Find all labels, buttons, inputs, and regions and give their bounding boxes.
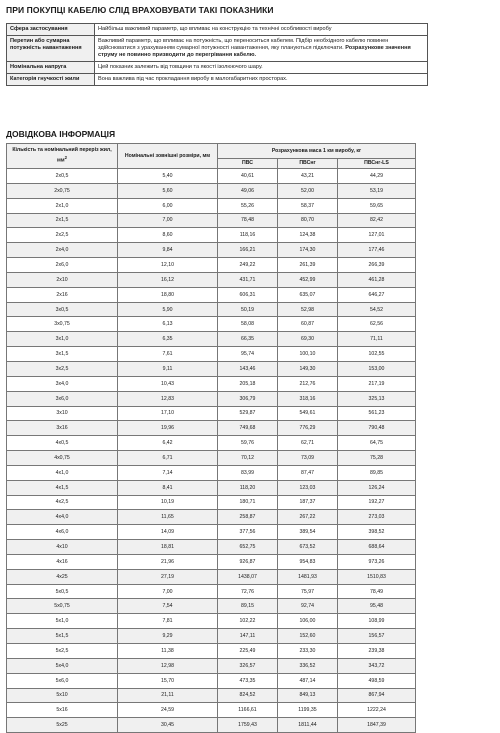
cell-core-count: 4х2,5 — [7, 495, 118, 510]
criteria-value — [95, 24, 428, 36]
cell-mass-pvs: 205,18 — [218, 376, 278, 391]
cell-outer-dimension: 5,90 — [118, 302, 218, 317]
cell-outer-dimension: 9,11 — [118, 361, 218, 376]
cell-outer-dimension: 14,09 — [118, 525, 218, 540]
criteria-value-text: Вона важлива під час прокладання виробу в малогабаритних просторах. — [98, 76, 288, 82]
table-row — [7, 658, 416, 673]
cell-mass-pvsng: 152,60 — [277, 629, 337, 644]
cell-mass-pvsng: 187,37 — [277, 495, 337, 510]
cell-core-count: 4х1,5 — [7, 480, 118, 495]
cell-outer-dimension: 7,14 — [118, 465, 218, 480]
cell-outer-dimension: 16,12 — [118, 272, 218, 287]
cell-mass-pvs: 606,31 — [218, 287, 278, 302]
cell-core-count: 5х0,5 — [7, 584, 118, 599]
cell-mass-pvsng: 261,39 — [277, 258, 337, 273]
cell-core-count: 5х1,0 — [7, 614, 118, 629]
cell-outer-dimension: 18,80 — [118, 287, 218, 302]
table-row — [7, 421, 416, 436]
cell-mass-pvs: 180,71 — [218, 495, 278, 510]
cell-mass-pvsng: 100,10 — [277, 347, 337, 362]
cell-mass-pvsng: 549,61 — [277, 406, 337, 421]
criteria-value-text: Найбільш важливий параметр, що впливає на конструкцію та технічні особливості виробу — [98, 26, 332, 32]
cell-core-count: 2х4,0 — [7, 243, 118, 258]
criteria-row — [7, 74, 428, 86]
cell-mass-pvs: 258,87 — [218, 510, 278, 525]
table-row — [7, 480, 416, 495]
cell-outer-dimension: 21,96 — [118, 554, 218, 569]
cell-mass-pvs: 377,56 — [218, 525, 278, 540]
criteria-value — [95, 62, 428, 74]
header-pvs: ПВС — [218, 159, 278, 169]
section-heading-buying-tips: ПРИ ПОКУПЦІ КАБЕЛЮ СЛІД ВРАХОВУВАТИ ТАКІ ПОКАЗНИКИ — [6, 5, 274, 15]
cell-mass-pvs: 50,19 — [218, 302, 278, 317]
cell-outer-dimension: 7,00 — [118, 213, 218, 228]
cell-mass-pvsng: 452,99 — [277, 272, 337, 287]
cell-outer-dimension: 6,42 — [118, 436, 218, 451]
table-row — [7, 584, 416, 599]
table-row — [7, 183, 416, 198]
cell-mass-pvsng: 954,83 — [277, 554, 337, 569]
table-row — [7, 347, 416, 362]
cell-mass-pvsng: 43,21 — [277, 169, 337, 184]
cell-core-count: 5х2,5 — [7, 644, 118, 659]
table-row — [7, 376, 416, 391]
cell-mass-pvsng: 318,16 — [277, 391, 337, 406]
criteria-key: Номінальна напруга — [7, 62, 95, 74]
cell-mass-pvs: 89,15 — [218, 599, 278, 614]
cell-outer-dimension: 12,98 — [118, 658, 218, 673]
cell-mass-pvsng-ls: 62,56 — [337, 317, 415, 332]
cell-outer-dimension: 5,40 — [118, 169, 218, 184]
criteria-emphasis: Розрахункове значення струму не повинно призводити до перегрівання кабелю. — [98, 45, 411, 58]
cell-core-count: 2х1,5 — [7, 213, 118, 228]
cell-mass-pvsng: 69,30 — [277, 332, 337, 347]
cell-mass-pvsng-ls: 461,28 — [337, 272, 415, 287]
cell-mass-pvsng: 60,87 — [277, 317, 337, 332]
cell-mass-pvsng-ls: 867,94 — [337, 688, 415, 703]
cell-mass-pvs: 529,87 — [218, 406, 278, 421]
cell-outer-dimension: 15,70 — [118, 673, 218, 688]
cell-mass-pvs: 70,12 — [218, 451, 278, 466]
cell-core-count: 2х2,5 — [7, 228, 118, 243]
cell-mass-pvsng-ls: 1222,24 — [337, 703, 415, 718]
table-row — [7, 451, 416, 466]
cell-outer-dimension: 11,65 — [118, 510, 218, 525]
cell-mass-pvsng: 124,38 — [277, 228, 337, 243]
cell-mass-pvs: 1166,61 — [218, 703, 278, 718]
cell-mass-pvs: 83,99 — [218, 465, 278, 480]
cell-outer-dimension: 21,11 — [118, 688, 218, 703]
cell-mass-pvsng-ls: 192,27 — [337, 495, 415, 510]
cell-mass-pvs: 58,08 — [218, 317, 278, 332]
cell-mass-pvsng-ls: 82,42 — [337, 213, 415, 228]
cell-core-count: 4х0,5 — [7, 436, 118, 451]
cell-outer-dimension: 8,41 — [118, 480, 218, 495]
cell-outer-dimension: 11,38 — [118, 644, 218, 659]
cell-core-count: 5х16 — [7, 703, 118, 718]
table-row — [7, 361, 416, 376]
table-row — [7, 436, 416, 451]
criteria-value — [95, 74, 428, 86]
cell-mass-pvs: 652,75 — [218, 540, 278, 555]
cell-mass-pvsng-ls: 688,64 — [337, 540, 415, 555]
cell-outer-dimension: 5,60 — [118, 183, 218, 198]
table-row — [7, 287, 416, 302]
cell-mass-pvsng: 87,47 — [277, 465, 337, 480]
cell-mass-pvsng-ls: 64,75 — [337, 436, 415, 451]
section-heading-reference: ДОВІДКОВА ІНФОРМАЦІЯ — [6, 129, 116, 139]
cell-mass-pvs: 147,11 — [218, 629, 278, 644]
cell-mass-pvsng-ls: 89,85 — [337, 465, 415, 480]
header-pvsng-ls: ПВСнг-LS — [337, 159, 415, 169]
cell-outer-dimension: 7,81 — [118, 614, 218, 629]
cell-mass-pvs: 824,52 — [218, 688, 278, 703]
cell-mass-pvsng-ls: 273,03 — [337, 510, 415, 525]
cell-mass-pvsng: 92,74 — [277, 599, 337, 614]
cell-mass-pvsng-ls: 239,38 — [337, 644, 415, 659]
cell-mass-pvsng: 212,76 — [277, 376, 337, 391]
cell-outer-dimension: 8,60 — [118, 228, 218, 243]
cell-outer-dimension: 7,00 — [118, 584, 218, 599]
header-outer-dimensions: Номінальні зовнішні розміри, мм — [118, 144, 218, 169]
cell-mass-pvsng: 174,30 — [277, 243, 337, 258]
table-row — [7, 317, 416, 332]
cell-outer-dimension: 6,00 — [118, 198, 218, 213]
cell-mass-pvsng-ls: 127,01 — [337, 228, 415, 243]
cell-mass-pvsng: 58,37 — [277, 198, 337, 213]
cell-outer-dimension: 6,35 — [118, 332, 218, 347]
cell-core-count: 2х0,5 — [7, 169, 118, 184]
cell-mass-pvsng-ls: 71,11 — [337, 332, 415, 347]
cell-mass-pvs: 249,22 — [218, 258, 278, 273]
cell-outer-dimension: 18,81 — [118, 540, 218, 555]
cell-mass-pvs: 118,16 — [218, 228, 278, 243]
table-row — [7, 554, 416, 569]
cell-mass-pvsng-ls: 498,59 — [337, 673, 415, 688]
cell-mass-pvsng: 52,98 — [277, 302, 337, 317]
cell-mass-pvs: 40,61 — [218, 169, 278, 184]
cell-mass-pvsng-ls: 398,52 — [337, 525, 415, 540]
table-row — [7, 614, 416, 629]
table-row — [7, 258, 416, 273]
criteria-key: Категорія гнучкості жили — [7, 74, 95, 86]
criteria-key: Сфера застосування — [7, 24, 95, 36]
cell-core-count: 3х4,0 — [7, 376, 118, 391]
cell-mass-pvsng: 106,00 — [277, 614, 337, 629]
cell-mass-pvsng-ls: 325,13 — [337, 391, 415, 406]
cell-mass-pvsng-ls: 126,24 — [337, 480, 415, 495]
criteria-row — [7, 24, 428, 36]
cell-mass-pvsng-ls: 75,28 — [337, 451, 415, 466]
table-row — [7, 198, 416, 213]
criteria-key: Перетин або сумарна потужність навантаження — [7, 36, 95, 62]
cell-mass-pvs: 306,79 — [218, 391, 278, 406]
cell-mass-pvsng: 123,03 — [277, 480, 337, 495]
cell-outer-dimension: 7,61 — [118, 347, 218, 362]
cell-mass-pvsng: 73,09 — [277, 451, 337, 466]
cell-outer-dimension: 6,13 — [118, 317, 218, 332]
cell-mass-pvsng: 267,22 — [277, 510, 337, 525]
cell-core-count: 4х6,0 — [7, 525, 118, 540]
cell-mass-pvsng-ls: 95,48 — [337, 599, 415, 614]
cell-outer-dimension: 7,54 — [118, 599, 218, 614]
cell-outer-dimension: 17,10 — [118, 406, 218, 421]
cell-mass-pvs: 749,68 — [218, 421, 278, 436]
cell-outer-dimension: 6,71 — [118, 451, 218, 466]
table-row — [7, 569, 416, 584]
cell-mass-pvs: 49,06 — [218, 183, 278, 198]
cell-core-count: 5х0,75 — [7, 599, 118, 614]
cell-mass-pvs: 78,48 — [218, 213, 278, 228]
criteria-value-text: Цей показник залежить від товщини та якості ізолюючого шару. — [98, 64, 263, 70]
cell-mass-pvsng-ls: 177,46 — [337, 243, 415, 258]
cell-mass-pvsng: 336,52 — [277, 658, 337, 673]
cell-core-count: 4х25 — [7, 569, 118, 584]
cell-mass-pvs: 102,22 — [218, 614, 278, 629]
cell-outer-dimension: 10,43 — [118, 376, 218, 391]
table-row — [7, 169, 416, 184]
cell-core-count: 5х6,0 — [7, 673, 118, 688]
cell-mass-pvsng-ls: 53,19 — [337, 183, 415, 198]
cell-core-count: 2х10 — [7, 272, 118, 287]
cell-core-count: 4х0,75 — [7, 451, 118, 466]
cell-mass-pvsng: 389,54 — [277, 525, 337, 540]
cell-mass-pvsng-ls: 54,52 — [337, 302, 415, 317]
table-row — [7, 213, 416, 228]
cell-mass-pvsng-ls: 1510,83 — [337, 569, 415, 584]
cell-mass-pvs: 166,21 — [218, 243, 278, 258]
cell-mass-pvsng: 233,30 — [277, 644, 337, 659]
cell-outer-dimension: 12,83 — [118, 391, 218, 406]
cell-mass-pvsng: 75,97 — [277, 584, 337, 599]
cell-outer-dimension: 9,84 — [118, 243, 218, 258]
table-row — [7, 302, 416, 317]
cell-mass-pvsng: 1811,44 — [277, 718, 337, 733]
cell-mass-pvsng: 80,70 — [277, 213, 337, 228]
cell-mass-pvsng-ls: 343,72 — [337, 658, 415, 673]
table-row — [7, 673, 416, 688]
cell-mass-pvs: 55,26 — [218, 198, 278, 213]
cell-core-count: 5х1,5 — [7, 629, 118, 644]
cell-mass-pvsng-ls: 790,48 — [337, 421, 415, 436]
header-pvsng: ПВСнг — [277, 159, 337, 169]
cell-mass-pvsng-ls: 561,23 — [337, 406, 415, 421]
table-row — [7, 718, 416, 733]
table-row — [7, 272, 416, 287]
cell-mass-pvsng-ls: 973,26 — [337, 554, 415, 569]
criteria-row — [7, 36, 428, 62]
cell-core-count: 5х4,0 — [7, 658, 118, 673]
table-row — [7, 525, 416, 540]
cell-mass-pvsng: 52,00 — [277, 183, 337, 198]
cell-mass-pvsng-ls: 217,19 — [337, 376, 415, 391]
cell-core-count: 3х1,5 — [7, 347, 118, 362]
cell-core-count: 4х1,0 — [7, 465, 118, 480]
cell-mass-pvsng: 149,30 — [277, 361, 337, 376]
table-row — [7, 599, 416, 614]
table-row — [7, 510, 416, 525]
table-row — [7, 644, 416, 659]
cell-mass-pvsng: 1481,93 — [277, 569, 337, 584]
cell-mass-pvs: 1759,43 — [218, 718, 278, 733]
cell-mass-pvsng-ls: 102,55 — [337, 347, 415, 362]
cell-outer-dimension: 27,19 — [118, 569, 218, 584]
table-row — [7, 243, 416, 258]
cell-core-count: 3х10 — [7, 406, 118, 421]
cell-mass-pvs: 1438,07 — [218, 569, 278, 584]
reference-table — [6, 143, 416, 733]
cell-mass-pvsng: 1199,35 — [277, 703, 337, 718]
cell-mass-pvsng-ls: 59,65 — [337, 198, 415, 213]
cell-mass-pvsng: 62,71 — [277, 436, 337, 451]
cell-mass-pvsng-ls: 78,49 — [337, 584, 415, 599]
table-row — [7, 465, 416, 480]
cell-core-count: 3х16 — [7, 421, 118, 436]
cell-mass-pvs: 66,35 — [218, 332, 278, 347]
table-row — [7, 391, 416, 406]
cell-mass-pvsng-ls: 156,57 — [337, 629, 415, 644]
cell-mass-pvs: 926,87 — [218, 554, 278, 569]
table-row — [7, 406, 416, 421]
cell-mass-pvsng-ls: 266,39 — [337, 258, 415, 273]
cell-outer-dimension: 24,59 — [118, 703, 218, 718]
header-calculated-mass: Розрахункова маса 1 км виробу, кг — [218, 144, 416, 159]
cell-mass-pvsng-ls: 646,27 — [337, 287, 415, 302]
cell-core-count: 2х16 — [7, 287, 118, 302]
cell-core-count: 3х2,5 — [7, 361, 118, 376]
criteria-row — [7, 62, 428, 74]
table-row — [7, 540, 416, 555]
cell-mass-pvsng-ls: 153,00 — [337, 361, 415, 376]
cell-mass-pvs: 326,57 — [218, 658, 278, 673]
cell-outer-dimension: 9,29 — [118, 629, 218, 644]
criteria-value — [95, 36, 428, 62]
cell-mass-pvsng: 487,14 — [277, 673, 337, 688]
table-row — [7, 688, 416, 703]
cell-core-count: 4х10 — [7, 540, 118, 555]
header-core-count: Кількість та номінальний переріз жил, $мм^2$ — [7, 144, 118, 169]
table-row — [7, 332, 416, 347]
cell-mass-pvsng-ls: 44,29 — [337, 169, 415, 184]
cell-mass-pvsng: 849,13 — [277, 688, 337, 703]
cell-mass-pvs: 473,35 — [218, 673, 278, 688]
cell-mass-pvsng-ls: 108,99 — [337, 614, 415, 629]
cell-core-count: 3х1,0 — [7, 332, 118, 347]
table-row — [7, 228, 416, 243]
cell-mass-pvsng: 673,52 — [277, 540, 337, 555]
cell-core-count: 5х25 — [7, 718, 118, 733]
cell-core-count: 2х0,75 — [7, 183, 118, 198]
cell-core-count: 3х0,5 — [7, 302, 118, 317]
cell-mass-pvs: 95,74 — [218, 347, 278, 362]
cell-mass-pvsng-ls: 1847,39 — [337, 718, 415, 733]
cell-core-count: 2х6,0 — [7, 258, 118, 273]
cell-mass-pvsng: 635,07 — [277, 287, 337, 302]
cell-mass-pvs: 72,76 — [218, 584, 278, 599]
buying-criteria-table — [6, 23, 428, 86]
criteria-value-text: Важливий параметр, що впливає на потужність, що переноситься кабелем. Підбір необхідного кабелю повинен здійснюватися з урахуванням сумарної потужності навантаження, яку плануються підключати. — [98, 38, 389, 51]
cell-core-count: 3х0,75 — [7, 317, 118, 332]
cell-core-count: 2х1,0 — [7, 198, 118, 213]
cell-mass-pvs: 59,76 — [218, 436, 278, 451]
cell-mass-pvsng: 776,29 — [277, 421, 337, 436]
cell-mass-pvs: 225,49 — [218, 644, 278, 659]
cell-outer-dimension: 12,10 — [118, 258, 218, 273]
cell-mass-pvs: 118,20 — [218, 480, 278, 495]
cell-outer-dimension: 30,45 — [118, 718, 218, 733]
cell-core-count: 4х16 — [7, 554, 118, 569]
cell-mass-pvs: 143,46 — [218, 361, 278, 376]
cell-mass-pvs: 431,71 — [218, 272, 278, 287]
table-row — [7, 703, 416, 718]
cell-core-count: 5х10 — [7, 688, 118, 703]
cell-core-count: 4х4,0 — [7, 510, 118, 525]
cell-outer-dimension: 19,96 — [118, 421, 218, 436]
cell-outer-dimension: 10,19 — [118, 495, 218, 510]
table-row — [7, 495, 416, 510]
table-row — [7, 629, 416, 644]
cell-core-count: 3х6,0 — [7, 391, 118, 406]
